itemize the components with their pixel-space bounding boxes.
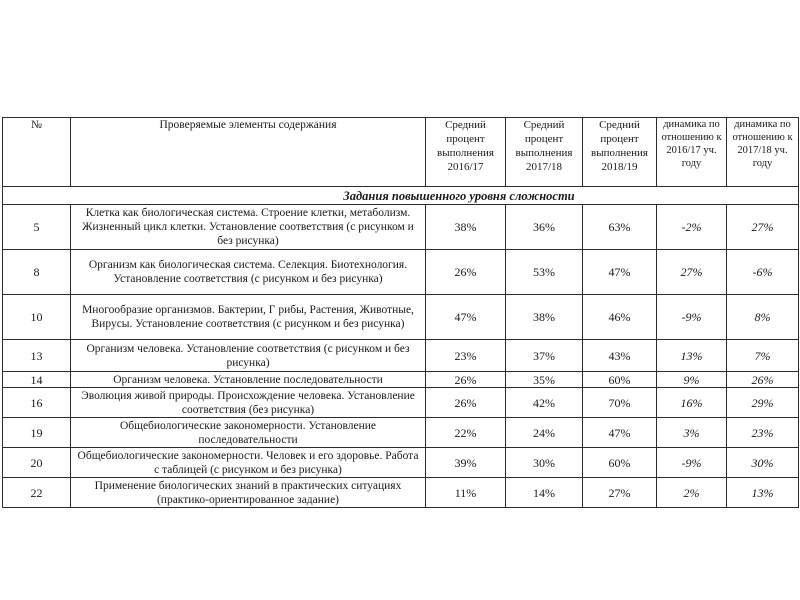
avg-2018-cell: 46%	[583, 295, 657, 340]
task-description: Общебиологические закономерности. Установление последовательности	[71, 418, 426, 448]
dynamics-2017-cell: 26%	[727, 372, 799, 388]
avg-2016-cell: 23%	[426, 340, 506, 372]
task-description: Организм человека. Установление соответствия (с рисунком и без рисунка)	[71, 340, 426, 372]
avg-2017-cell: 35%	[506, 372, 583, 388]
section-row	[3, 187, 799, 205]
dynamics-2017-cell: 7%	[727, 340, 799, 372]
header-elements: Проверяемые элементы содержания	[71, 118, 426, 187]
dynamics-2016-cell: 3%	[657, 418, 727, 448]
avg-2018-cell: 60%	[583, 372, 657, 388]
header-dynamics-2016: динамика по отношению к 2016/17 уч. году	[657, 118, 727, 187]
dynamics-2017-cell: 8%	[727, 295, 799, 340]
avg-2017-cell: 14%	[506, 478, 583, 508]
task-description: Общебиологические закономерности. Человек и его здоровье. Работа с таблицей (с рисунком и без рисунка)	[71, 448, 426, 478]
header-avg-2018: Средний процент выполнения 2018/19	[583, 118, 657, 187]
avg-2017-cell: 30%	[506, 448, 583, 478]
dynamics-2017-cell: -6%	[727, 250, 799, 295]
task-number: 8	[3, 250, 71, 295]
header-dynamics-2017: динамика по отношению к 2017/18 уч. году	[727, 118, 799, 187]
avg-2016-cell: 39%	[426, 448, 506, 478]
avg-2016-cell: 38%	[426, 205, 506, 250]
dynamics-2016-cell: 16%	[657, 388, 727, 418]
dynamics-2017-cell: 13%	[727, 478, 799, 508]
task-description: Многообразие организмов. Бактерии, Г рибы, Растения, Животные, Вирусы. Установление соответствия (с рисунком и без рисунка)	[71, 295, 426, 340]
table-row	[3, 388, 799, 418]
task-description: Организм человека. Установление последовательности	[71, 372, 426, 388]
avg-2018-cell: 27%	[583, 478, 657, 508]
table-row	[3, 418, 799, 448]
table-row	[3, 295, 799, 340]
avg-2016-cell: 26%	[426, 250, 506, 295]
avg-2016-cell: 22%	[426, 418, 506, 448]
task-description: Организм как биологическая система. Селекция. Биотехнология. Установление соответствия (с рисунком и без рисунка)	[71, 250, 426, 295]
avg-2016-cell: 26%	[426, 388, 506, 418]
dynamics-2016-cell: -9%	[657, 448, 727, 478]
dynamics-2017-cell: 23%	[727, 418, 799, 448]
task-number: 16	[3, 388, 71, 418]
task-description: Применение биологических знаний в практических ситуациях (практико-ориентированное задание)	[71, 478, 426, 508]
avg-2018-cell: 47%	[583, 250, 657, 295]
avg-2016-cell: 11%	[426, 478, 506, 508]
avg-2017-cell: 24%	[506, 418, 583, 448]
dynamics-2016-cell: -9%	[657, 295, 727, 340]
task-description: Клетка как биологическая система. Строение клетки, метаболизм. Жизненный цикл клетки. Установление соответствия (с рисунком и без рисунка)	[71, 205, 426, 250]
table-row	[3, 340, 799, 372]
avg-2017-cell: 37%	[506, 340, 583, 372]
dynamics-2016-cell: -2%	[657, 205, 727, 250]
avg-2017-cell: 53%	[506, 250, 583, 295]
section-title: Задания повышенного уровня сложности	[3, 187, 799, 205]
avg-2018-cell: 60%	[583, 448, 657, 478]
table-row	[3, 372, 799, 388]
avg-2016-cell: 47%	[426, 295, 506, 340]
task-number: 19	[3, 418, 71, 448]
table-row	[3, 205, 799, 250]
avg-2018-cell: 43%	[583, 340, 657, 372]
avg-2018-cell: 47%	[583, 418, 657, 448]
task-number: 20	[3, 448, 71, 478]
task-number: 14	[3, 372, 71, 388]
task-description: Эволюция живой природы. Происхождение человека. Установление соответствия (без рисунка)	[71, 388, 426, 418]
dynamics-2016-cell: 2%	[657, 478, 727, 508]
task-number: 13	[3, 340, 71, 372]
table-row	[3, 448, 799, 478]
header-avg-2017: Средний процент выполнения 2017/18	[506, 118, 583, 187]
table-row	[3, 478, 799, 508]
table-row	[3, 250, 799, 295]
header-number: №	[3, 118, 71, 187]
avg-2018-cell: 63%	[583, 205, 657, 250]
dynamics-2017-cell: 29%	[727, 388, 799, 418]
header-row	[3, 118, 799, 187]
task-number: 5	[3, 205, 71, 250]
dynamics-2016-cell: 27%	[657, 250, 727, 295]
avg-2018-cell: 70%	[583, 388, 657, 418]
dynamics-2017-cell: 30%	[727, 448, 799, 478]
dynamics-2017-cell: 27%	[727, 205, 799, 250]
avg-2017-cell: 36%	[506, 205, 583, 250]
dynamics-2016-cell: 13%	[657, 340, 727, 372]
header-avg-2016: Средний процент выполнения 2016/17	[426, 118, 506, 187]
avg-2017-cell: 42%	[506, 388, 583, 418]
results-table	[2, 117, 799, 508]
task-number: 22	[3, 478, 71, 508]
avg-2016-cell: 26%	[426, 372, 506, 388]
avg-2017-cell: 38%	[506, 295, 583, 340]
dynamics-2016-cell: 9%	[657, 372, 727, 388]
task-number: 10	[3, 295, 71, 340]
